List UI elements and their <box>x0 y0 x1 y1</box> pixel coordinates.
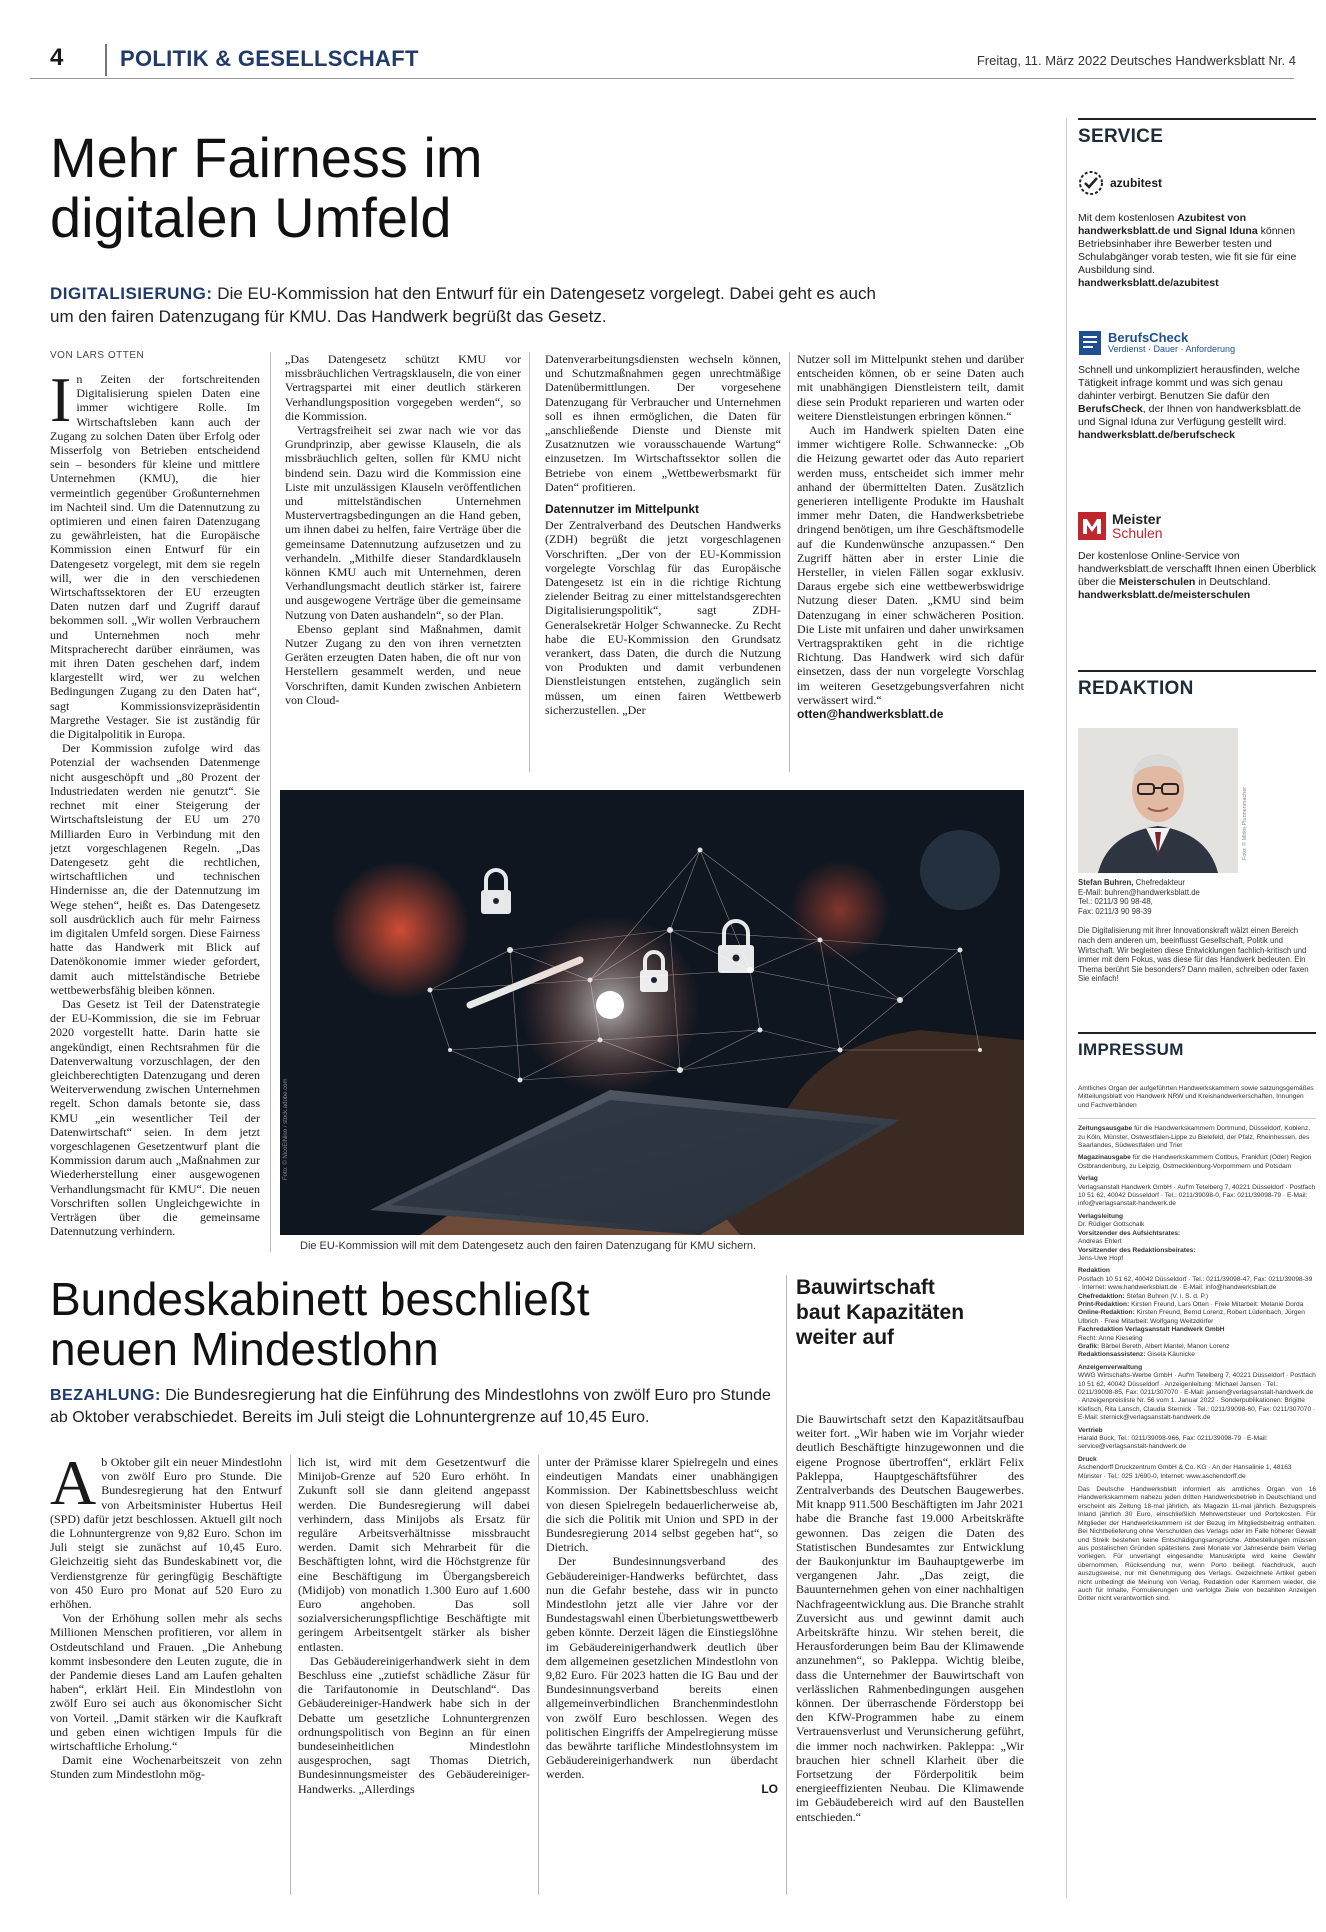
article1-lead <box>50 283 900 329</box>
article2-column-1 <box>50 1447 282 1782</box>
paragraph: Damit eine Wochenarbeitszeit von zehn Stunden zum Mindestlohn mög- <box>50 1753 282 1782</box>
impressum-label: Druck <box>1078 1455 1097 1463</box>
paragraph: Der Bundesinnungsverband des Gebäudereiniger-Handwerks befürchtet, dass nun die Gefahr bestehe, dass wir in puncto Mindestlohn jetzt alle vier Jahre vor der Bundestagswahl einen Überbietungswettbewerb geben könnte. Derzeit lägen die Einstiegslöhne im Gebäudereinigerhandwerk deutlich über dem allgemeinen gesetzlichen Mindestlohn von 9,82 Euro. Für 2023 hatten die IG Bau und der Bundesinnungsverband bereits einen allgemeinverbindlichen Branchenmindestlohn von zwölf Euro beschlossen. Wegen des politischen Eingriffs der Ampelregierung müsse das bewährte tarifliche Mindestlohnsystem im Gebäudereinigerhandwerk nun überdacht werden. <box>546 1554 778 1782</box>
text: Meisterschulen <box>1118 576 1196 588</box>
paragraph: Der Kommission zufolge wird das Potenzial der wachsenden Datenmenge nicht ausgeschöpft und „80 Prozent der Industriedaten werden nie genutzt“. Sie rechnet mit einer Steigerung der Wirtschaftsleistung der EU um 270 Milliarden Euro in Verbindung mit den jetzt vorgeschlagenen Regeln. „Das Datengesetz geht die rechtlichen, wirtschaftlichen und technischen Hindernisse an, die der Datennutzung im Wege stehen“, heißt es. Das Datengesetz soll ausdrücklich auch für mehr Fairness im digitalen Umfeld sorgen. Diese Fairness hatte das Handwerk mit Blick auf Datenökonomie immer wieder gefordert, damit auch mittelständische Betriebe wettbewerbsfähig bleiben können. <box>50 741 260 997</box>
article3-body <box>796 1412 1024 1824</box>
berufscheck-logo-text: BerufsCheck <box>1108 330 1189 345</box>
meister-logo-text: Meister <box>1112 511 1162 527</box>
impressum-paragraph: Aschendorff Druckzentrum GmbH & Co. KG · An der Hansalinie 1, 48163 Münster · Tel.: 025 1/690-0, Internet: www.aschendorff.de <box>1078 1464 1292 1480</box>
headline-line: digitalen Umfeld <box>50 186 452 250</box>
text: BerufsCheck <box>1078 403 1143 415</box>
meisterschulen-block <box>1078 512 1316 602</box>
article1-column-2 <box>285 352 521 707</box>
subheading: Datennutzer im Mittelpunkt <box>545 502 700 517</box>
azubitest-link[interactable]: handwerksblatt.de/azubitest <box>1078 277 1219 289</box>
header-rule <box>30 78 1294 79</box>
headline-line: Mehr Fairness im <box>50 126 483 189</box>
kicker: DIGITALISIERUNG: <box>50 284 213 303</box>
impressum-label: Zeitungsausgabe <box>1078 1125 1133 1133</box>
impressum-paragraph: Kirsten Freund, Lars Otten · Freie Mitarbeit: Melanie Dorda <box>1129 1300 1304 1308</box>
section-title: POLITIK & GESELLSCHAFT <box>120 46 419 71</box>
editor-contact <box>1078 878 1316 984</box>
impressum-paragraph: Andreas Ehlert <box>1078 1238 1122 1246</box>
article2-column-3 <box>546 1455 778 1796</box>
network-lock-illustration <box>280 790 1024 1235</box>
azubitest-block <box>1078 170 1316 290</box>
impressum-label: Verlagsleitung <box>1078 1212 1124 1220</box>
sidebar-service <box>1078 118 1316 148</box>
impressum-label: Magazinausgabe <box>1078 1154 1131 1162</box>
text: Azubitest von handwerksblatt.de und Signal Iduna <box>1078 212 1258 237</box>
article1-column-1 <box>50 364 260 1239</box>
paragraph: Die Bauwirtschaft setzt den Kapazitätsaufbau weiter fort. „Wir haben wie im Vorjahr wieder deutlich Beschäftigte hinzugewonnen und die eigene Prognose übertroffen“, erklärt Felix Pakleppa, Hauptgeschäftsführer des Zentralverbands des Deutschen Baugewerbes. Mit knapp 911.500 Beschäftigten im Jahr 2021 habe die Branche fast 19.000 Arbeitskräfte gewonnen. Das zeigen die Daten des Statistischen Bundesamtes zur Entwicklung der Baukonjunktur im Bauhauptgewerbe im vergangenen Jahr. „Das zeigt, die Bauunternehmen gehen von einer nachhaltigen Nachfrageentwicklung aus. Die Branche strahlt Zuversicht aus und gewinnt damit auch Arbeitskräfte hinzu. Wir stehen bereit, die Herausforderungen beim Bau der Klimawende anzunehmen“, so Pakleppa. Wichtig bleibe, dass die Unternehmer der Bauwirtschaft von verlässlichen Rahmenbedingungen ausgehen können. Der überraschende Förderstopp bei den KfW-Programmen habe zu einem Vertrauensverlust und Verunsicherung geführt, die immer noch nachwirken. Pakleppa: „Wir brauchen hier schnell Klarheit über die Fortsetzung der Förderpolitik beim energieeffizienten Neubau. Die Klimawende im Gebäudebereich wird auf den Baustellen entschieden.“ <box>796 1412 1024 1824</box>
impressum-label: Grafik: <box>1078 1342 1100 1350</box>
portrait-credit: Foto: © Mirko Plunnenmacher <box>1242 786 1248 860</box>
impressum-label: Chefredaktion: <box>1078 1292 1125 1300</box>
berufscheck-tagline: Verdienst · Dauer · Anforderung <box>1108 344 1236 354</box>
editor-email[interactable]: E-Mail: buhren@handwerksblatt.de <box>1078 887 1200 897</box>
azubitest-logo-text: azubitest <box>1110 176 1163 190</box>
checkmark-circle-icon <box>1078 170 1104 196</box>
paragraph: Das Gesetz ist Teil der Datenstrategie der EU-Kommission, die sie im Februar 2020 vorgestellt hatte. Darin hatte sie angekündigt, einen Rechtsrahmen für die Datenverwaltung vorzuschlagen, der den gleichberechtigten Datenzugang und deren Weiterverwendung zwischen Unternehmen regelt. Schon damals betonte sie, dass KMU „ein wesentlicher Teil der Datenwirtschaft“ seien. In dem jetzt vorgeschlagenen Gesetzentwurf plant die Kommission darum auch „Maßnahmen zur Wiederherstellung einer ausgewogenen Verhandlungsmacht für KMU“. Die neuen Vorschriften sollen Ungleichgewichte in Verträgen über die gemeinsame Datennutzung verhindern. <box>50 996 260 1239</box>
paragraph: unter der Prämisse klarer Spielregeln und eines eindeutigen Mandats einer unabhängigen Kommission. Der Kabinettsbeschluss weicht von diesen Spielregeln bedauerlicherweise ab, die sich die Politik mit Union und SPD in der Bundesregierung 2014 selbst gegeben hat“, so Dietrich. <box>546 1455 778 1555</box>
paragraph: n Zeiten der fortschreitenden Digitalisierung spielen Daten eine immer wichtigere Rolle. Im Wirtschaftsleben kann auch der Zugang zu solchen Daten über Erfolg oder Misserfolg von Betrieben entscheidend sein – besonders für kleine und mittlere Unternehmen (KMU), die hier vermeintlich gegenüber Großunternehmen im Nachteil sind. Um die Datennutzung zu optimieren und einen fairen Datenzugang zu gewährleisten, hat die Europäische Kommission einen Entwurf für ein Datengesetz vorgelegt, mit dem sie regeln will, wer die in den verschiedenen Wirtschaftssektoren der EU erzeugten Daten nutzen darf und Zugriff darauf bekommen soll. „Wir wollen Verbrauchern und Unternehmen noch mehr Mitspracherecht darüber einräumen, was mit ihren Daten geschehen darf, indem klargestellt wird, wer zu welchen Bedingungen Zugang zu den Daten hat“, sagt Kommissionsvizepräsidentin Margrethe Vestager. Sie ist zuständig für die Digitalpolitik in Europa. <box>50 372 260 742</box>
editor-fax: Fax: 0211/3 90 98-39 <box>1078 906 1152 916</box>
headline-line: weiter auf <box>796 1326 895 1349</box>
lead-text: Die EU-Kommission hat den Entwurf für ein Datengesetz vorgelegt. Dabei geht es auch um den fairen Datenzugang für KMU. Das Handwerk begrüßt das Gesetz. <box>50 284 876 326</box>
impressum-paragraph: Stefan Buhren (V. i. S. d. P.) <box>1124 1292 1209 1300</box>
impressum-label: Vorsitzender des Aufsichtsrates: <box>1078 1229 1181 1237</box>
paragraph: Vertragsfreiheit sei zwar nach wie vor das Grundprinzip, aber gewisse Klauseln, die als missbräuchlich gelten, sollen für KMU nicht bindend sein. Dazu wird die Kommission eine Liste mit unzulässigen Klauseln veröffentlichen und mittelständischen Unternehmen Mustervertragsbedingungen an die Hand geben, um ihnen dabei zu helfen, faire Verträge über die gemeinsame Datennutzung aufzusetzen und zu verhandeln. „Mithilfe dieser Standardklauseln können KMU auch mit Unternehmen, deren Verhandlungsmacht deutlich stärker ist, fairere und ausgewogene Verträge über die gemeinsame Nutzung von Daten aushandeln“, so der Plan. <box>285 423 521 622</box>
impressum-label: Redaktionsassistenz: <box>1078 1351 1146 1359</box>
column-divider <box>538 1455 539 1895</box>
author-initials: LO <box>761 1781 778 1796</box>
sidebar-rule <box>1078 670 1316 672</box>
impressum-paragraph: für die Handwerkskammern Cottbus, Frankfurt (Oder) Region Ostbrandenburg, zu Leipzig, Ostmecklenburg-Vorpommern und Potsdam <box>1078 1154 1312 1170</box>
article2-column-2 <box>298 1455 530 1796</box>
meister-m-icon <box>1078 512 1106 540</box>
lead-text: Die Bundesregierung hat die Einführung des Mindestlohns von zwölf Euro pro Stunde ab Oktober verabschiedet. Bereits im Juli steigt die Lohnuntergrenze auf 10,45 Euro. <box>50 1387 771 1426</box>
impressum-paragraph: Postfach 10 51 62, 40042 Düsseldorf · Tel.: 0211/39098-47, Fax: 0211/39098-39 · Internet: www.handwerksblatt.de · E-Mail: info@handwerksblatt.de <box>1078 1275 1313 1292</box>
impressum-paragraph: Dr. Rüdiger Gottschalk <box>1078 1221 1145 1229</box>
berufscheck-text <box>1078 364 1316 429</box>
azubitest-text <box>1078 212 1316 277</box>
impressum-paragraph: WWG Wirtschafts-Werbe GmbH · Auf'm Tetelberg 7, 40221 Düsseldorf · Postfach 10 51 62, 40042 Düsseldorf · Anzeigenleitung: Michael Jansen · Tel.: 0211/39098-85, Fax: 0211/307070 · E-Mail: jansen@verlagsanstalt-handwerk.de · Anzeigenpreisliste Nr. 56 vom 1. Januar 2022 · Sonderpublikationen: Brigitte Klefisch, Rita Lansch, Claudia Sternick · Tel.: 0211/39098-60, Fax: 0211/307070 · E-Mail: sternick@verlagsanstalt-handwerk.de <box>1078 1372 1316 1422</box>
article1-column-3 <box>545 352 781 717</box>
impressum-paragraph: Amtliches Organ der aufgeführten Handwerkskammern sowie satzungsgemäßes Mitteilungsblatt von Handwerk NRW und Kreishandwerkerschaften, Innungen und Fachverbänden <box>1078 1085 1314 1109</box>
column-divider <box>786 1275 787 1895</box>
sidebar-rule <box>1078 118 1316 120</box>
column-divider <box>529 352 530 772</box>
text: können Betriebsinhaber ihre Bewerber testen und Schulabgänger vorab testen, wie fit sie für eine Ausbildung sind. <box>1078 225 1297 276</box>
issue-date-line: Freitag, 11. März 2022 Deutsches Handwerksblatt Nr. 4 <box>976 53 1296 68</box>
article2-lead <box>50 1385 780 1428</box>
impressum-label: Online-Redaktion: <box>1078 1309 1135 1317</box>
column-divider <box>789 352 790 772</box>
sidebar-divider <box>1066 118 1067 1898</box>
text: Schnell und unkompliziert herausfinden, welche Tätigkeit infrage kommt und was sich genau dahinter verbirgt. Benutzen Sie dafür den <box>1078 364 1300 402</box>
article-photo <box>280 790 1024 1235</box>
impressum-label: Verlag <box>1078 1175 1098 1183</box>
sidebar-impressum <box>1078 1032 1316 1060</box>
impressum-label: Vertrieb <box>1078 1426 1103 1434</box>
impressum-paragraph: Harald Buck, Tel.: 0211/39098-966, Fax: 0211/39098-79 · E-Mail: service@verlagsanstalt-handwerk.de <box>1078 1435 1268 1451</box>
impressum-label: Vorsitzender des Redaktionsbeirates: <box>1078 1246 1196 1254</box>
impressum-label: Redaktion <box>1078 1267 1110 1275</box>
author-email[interactable]: otten@handwerksblatt.de <box>797 707 944 722</box>
paragraph: Das Gebäudereinigerhandwerk sieht in dem Beschluss eine „zutiefst schädliche Zäsur für die Tarifautonomie in Deutschland“. Das Gebäudereiniger-Handwerk habe sich in der Debatte um gesetzliche Lohnuntergrenzen ordnungspolitisch von Beginn an für einen bundeseinheitlichen Mindestlohn ausgesprochen, sagt Thomas Dietrich, Bundesinnungsmeister des Gebäudereiniger-Handwerks. „Allerdings <box>298 1653 530 1796</box>
impressum-paragraph: Bärbel Bereth, Albert Mantel, Manon Lorenz <box>1099 1342 1230 1350</box>
berufscheck-link[interactable]: handwerksblatt.de/berufscheck <box>1078 429 1235 441</box>
article2-headline <box>50 1275 590 1374</box>
meister-text <box>1078 550 1316 589</box>
redaktion-title: REDAKTION <box>1078 678 1194 699</box>
headline-line: Bundeskabinett beschließt <box>50 1273 590 1325</box>
meister-link[interactable]: handwerksblatt.de/meisterschulen <box>1078 589 1251 601</box>
impressum-paragraph: Verlagsanstalt Handwerk GmbH · Auf'm Tetelberg 7, 40221 Düsseldorf · Postfach 10 51 62, 40042 Düsseldorf · Tel.: 0211/39098-0, Fax: 0211/39098-79 · E-Mail: info@verlagsanstalt-handwerk.de <box>1078 1183 1316 1208</box>
article1-column-4 <box>797 352 1024 721</box>
paragraph: Von der Erhöhung sollen mehr als sechs Millionen Menschen profitieren, vor allem in Ostdeutschland und Frauen. „Die Anhebung kommt insbesondere den Leuten zugute, die in der Pandemie dieses Land am Laufen gehalten haben“, erklärt Heil. Ein Mindestlohn von zwölf Euro sei auch aus ökonomischer Sicht von Vorteil. „Damit stärken wir die Kaufkraft und geben einen wichtigen Impuls für die wirtschaftliche Erholung.“ <box>50 1611 282 1754</box>
sidebar-redaktion <box>1078 670 1316 700</box>
impressum-paragraph: für die Handwerkskammern Dortmund, Düsseldorf, Koblenz, zu Köln, Münster, Ostwestfalen-Lippe zu Bielefeld, der Pfalz, Rheinhessen, des Saarlandes, Südwestfalen und Trier <box>1078 1125 1310 1150</box>
paragraph: lich ist, wird mit dem Gesetzentwurf die Minijob-Grenze auf 520 Euro erhöht. In Zukunft soll sie dann gleitend angepasst werden. Die Bundesregierung will dabei verhindern, dass Minijobs als Ersatz für reguläre Arbeitsverhältnisse missbraucht werden. Damit sich Mehrarbeit für die Beschäftigten lohnt, wird die Höchstgrenze für eine Beschäftigung im Übergangsbereich (Midijob) von monatlich 1.300 Euro auf 1.600 Euro angehoben. Das soll sozialversicherungspflichtige Beschäftigte mit geringem Arbeitsentgelt stärker als bisher entlasten. <box>298 1455 530 1654</box>
impressum-title: IMPRESSUM <box>1078 1040 1184 1059</box>
header-divider <box>105 44 107 76</box>
berufscheck-block <box>1078 330 1316 442</box>
meisterschulen-logo <box>1078 512 1316 540</box>
meister-logo-text: Schulen <box>1112 525 1163 541</box>
article3-headline <box>796 1275 964 1350</box>
paragraph: Ebenso geplant sind Maßnahmen, damit Nutzer Zugang zu den von ihren vernetzten Geräten erzeugten Daten haben, die oft nur von Herstellern gesammelt werden, und neue Vorschriften, damit Kunden zwischen Anbietern von Cloud- <box>285 621 521 707</box>
impressum-paragraph: Jens-Uwe Hopf <box>1078 1254 1124 1262</box>
headline-line: baut Kapazitäten <box>796 1301 965 1324</box>
impressum-paragraph: Gisela Käunicke <box>1145 1351 1195 1359</box>
impressum-text <box>1078 1085 1316 1604</box>
photo-caption: Die EU-Kommission will mit dem Datengesetz auch den fairen Datenzugang für KMU sichern. <box>300 1240 757 1252</box>
impressum-label: Print-Redaktion: <box>1078 1300 1130 1308</box>
paragraph: Nutzer soll im Mittelpunkt stehen und darüber entscheiden können, ob er seine Daten auch mit unabhängigen Dienstleistern teilt, damit diese sein Produkt reparieren und warten oder weitere Dienstleistungen erbringen können.“ <box>797 352 1024 423</box>
paragraph: Der Zentralverband des Deutschen Handwerks (ZDH) begrüßt die jetzt vorgeschlagenen Vorschriften. „Der von der EU-Kommission vorgelegte Vorschlag für das Europäische Datengesetz ist ein in die richtige Richtung zielender Beitrag zu einer mittelstandsgerechten Digitalisierungspolitik“, sagt ZDH-Generalsekretär Holger Schwannecke. Zu Recht habe die EU-Kommission den Grundsatz verankert, dass Daten, die durch die Nutzung von Produkten und damit verbundenen Dienstleistungen entstehen, zugänglich sein müssen, um einen fairen Wettbewerb sicherzustellen. „Der <box>545 518 781 717</box>
service-title: SERVICE <box>1078 126 1164 147</box>
text: Der kostenlose Online-Service von handwerksblatt.de verschafft Ihnen einen Überblick über die <box>1078 550 1316 588</box>
photo-credit: Foto: © NicoElNino / stock.adobe.com <box>283 1078 289 1180</box>
impressum-paragraph: Das Deutsche Handwerksblatt informiert als amtliches Organ von 16 Handwerkskammern nahezu jeden dritten Handwerksbetrieb in Deutschland und erscheint als Zeitung 18-mal jährlich, als Magazin 11-mal jährlich. Bezugspreis Inland jährlich 30 Euro, einschließlich Mehrwertsteuer und Portokosten. Für Mitglieder der Handwerkskammern ist der Bezug im Mitgliedsbeitrag enthalten. Bei Nichtbelieferung ohne Verschulden des Verlags oder im Falle höherer Gewalt und Streik bestehen keine Entschädigungsansprüche. Abbestellungen müssen aus postalischen Gründen spätestens zwei Monate vor Jahresende beim Verlag vorliegen. Für unverlangt eingesandte Manuskripte wird keine Gewähr übernommen, Rücksendung nur, wenn Porto beiliegt. Nachdruck, auch auszugsweise, nur mit Genehmigung des Verlags. Gezeichnete Artikel geben nicht unbedingt die Meinung von Verlag, Redaktion oder Kammern wieder, die auch für Inhalte, Formulierungen und verfolgte Ziele von bezahlten Anzeigen Dritter nicht verantwortlich sind. <box>1078 1486 1316 1603</box>
column-divider <box>290 1455 291 1895</box>
paragraph: b Oktober gilt ein neuer Mindestlohn von zwölf Euro pro Stunde. Die Bundesregierung hat den Entwurf von Arbeitsminister Hubertus Heil (SPD) dafür jetzt beschlossen. Aktuell gilt noch die Lohnuntergrenze von 9,82 Euro. Schon im Juli steigt sie zunächst auf 10,45 Euro. Gleichzeitig sieht das Bundeskabinett vor, die Verdienstgrenze für geringfügig Beschäftigte von 450 Euro pro Monat auf 520 Euro zu erhöhen. <box>50 1455 282 1612</box>
text: in Deutschland. <box>1195 576 1271 588</box>
berufscheck-logo <box>1078 330 1316 356</box>
impressum-label: Fachredaktion Verlagsanstalt Handwerk GmbH <box>1078 1326 1225 1334</box>
paragraph: Datenverarbeitungsdiensten wechseln können, und Schutzmaßnahmen gegen unrechtmäßige Datenübermittlungen. Der vorgesehene Datenzugang für Verbraucher und Unternehmen soll es ihnen ermöglichen, die Daten für „anschließende Dienste und Dienste mit Zusatznutzen wie vorausschauende Wartung“ einzusetzen. Im Wirtschaftssektor sollen die Betriebe von einem „Wettbewerbsmarkt für Daten“ profitieren. <box>545 352 781 494</box>
editor-name: Stefan Buhren, <box>1078 878 1134 887</box>
kicker: BEZAHLUNG: <box>50 1387 161 1404</box>
editor-portrait-image <box>1078 728 1238 873</box>
impressum-paragraph: Recht: Anne Kieseling <box>1078 1334 1143 1342</box>
headline-line: Bauwirtschaft <box>796 1276 935 1299</box>
paragraph: Auch im Handwerk spielten Daten eine immer wichtigere Rolle. Schwannecke: „Ob die Heizung gewartet oder das Auto repariert werden muss, entscheidet sich immer mehr anhand der übermittelten Daten. Zusätzlich generieren intelligente Produkte im Haushalt immer mehr Daten, die Handwerksbetriebe dringend benötigen, um ihre Geschäftsmodelle auf die Kundenwünsche anzupassen.“ Den Zugriff hätten aber in erster Linie die Hersteller, in vielen Fällen sogar exklusiv. Daraus ergebe sich eine wettbewerbswidrige Nutzung dieser Daten. „KMU sind beim Datenzugang in einer schwächeren Position. Die Liste mit unfairen und daher unwirksamen Vertragspraktiken geht in die richtige Richtung. Das Handwerk wird sich dafür einsetzen, dass der nun vorgelegte Vorschlag im weiteren Gesetzgebungsverfahren nicht verwässert wird.“ <box>797 423 1024 707</box>
checklist-icon <box>1078 330 1102 356</box>
impressum-label: Anzeigenverwaltung <box>1078 1363 1143 1371</box>
redaktion-text: Die Digitalisierung mit ihrer Innovationskraft wälzt einen Bereich nach dem anderen um, beeinflusst Gesellschaft, Politik und Wirtschaft. Wir begleiten diese Entwicklungen fachlich-kritisch und immer mit dem Fokus, was diese für das Handwerk bedeuten. Ein Thema berührt Sie besonders? Dann mailen, schreiben oder faxen Sie einfach! <box>1078 926 1309 984</box>
text: , der Ihnen von handwerksblatt.de und Signal Iduna zur Verfügung gestellt wird. <box>1078 403 1301 428</box>
column-divider <box>270 352 271 1252</box>
paragraph: „Das Datengesetz schützt KMU vor missbräuchlichen Vertragsklauseln, die von einer Vertragspartei mit einer deutlich stärkeren Verhandlungsposition vorgegeben werden“, so die Kommission. <box>285 352 521 423</box>
editor-portrait <box>1078 728 1238 873</box>
impressum-paragraph: Kirsten Freund, Bernd Lorenz, Robert Lüdenbach, Jürgen Ulbrich · Freie Mitarbeit: Wolfgang Weitzdörfer <box>1078 1309 1305 1325</box>
editor-tel: Tel.: 0211/3 90 98-48, <box>1078 897 1153 907</box>
dropcap: A <box>50 1447 97 1518</box>
article1-headline <box>50 128 483 249</box>
byline: VON LARS OTTEN <box>50 350 145 361</box>
sidebar-rule <box>1078 1032 1316 1034</box>
azubitest-logo <box>1078 170 1316 196</box>
editor-role: Chefredakteur <box>1133 878 1186 887</box>
impressum-rule <box>1078 1110 1316 1119</box>
dropcap: I <box>50 364 72 435</box>
text: Mit dem kostenlosen <box>1078 212 1178 224</box>
page-number: 4 <box>50 44 64 71</box>
headline-line: neuen Mindestlohn <box>50 1322 439 1375</box>
